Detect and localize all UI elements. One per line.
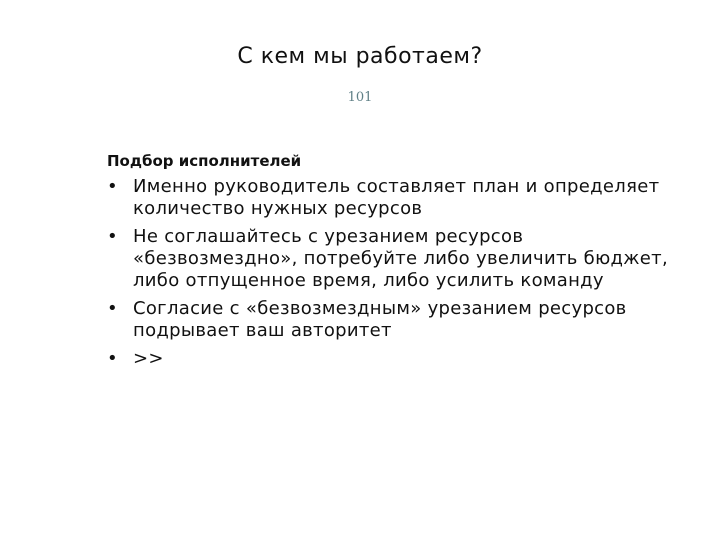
bullet-text: Именно руководитель составляет план и определяет количество нужных ресурсов <box>133 176 660 219</box>
page-number: 101 <box>347 90 373 105</box>
bullet-list <box>107 176 687 370</box>
bullet-icon: • <box>107 298 118 319</box>
bullet-icon: • <box>107 226 118 247</box>
bullet-item <box>107 348 687 370</box>
slide-content <box>107 152 687 376</box>
section-subtitle: Подбор исполнителей <box>107 152 302 170</box>
bullet-text: >> <box>133 348 164 369</box>
bullet-item <box>107 298 687 342</box>
bullet-text: Согласие с «безвозмездным» урезанием ресурсов подрывает ваш авторитет <box>133 298 627 341</box>
bullet-icon: • <box>107 176 118 197</box>
bullet-item <box>107 226 687 292</box>
bullet-text: Не соглашайтесь с урезанием ресурсов «безвозмездно», потребуйте либо увеличить бюджет, либо отпущенное время, либо усилить команду <box>133 226 668 291</box>
bullet-item <box>107 176 687 220</box>
bullet-icon: • <box>107 348 118 369</box>
slide-title: С кем мы работаем? <box>237 44 483 69</box>
